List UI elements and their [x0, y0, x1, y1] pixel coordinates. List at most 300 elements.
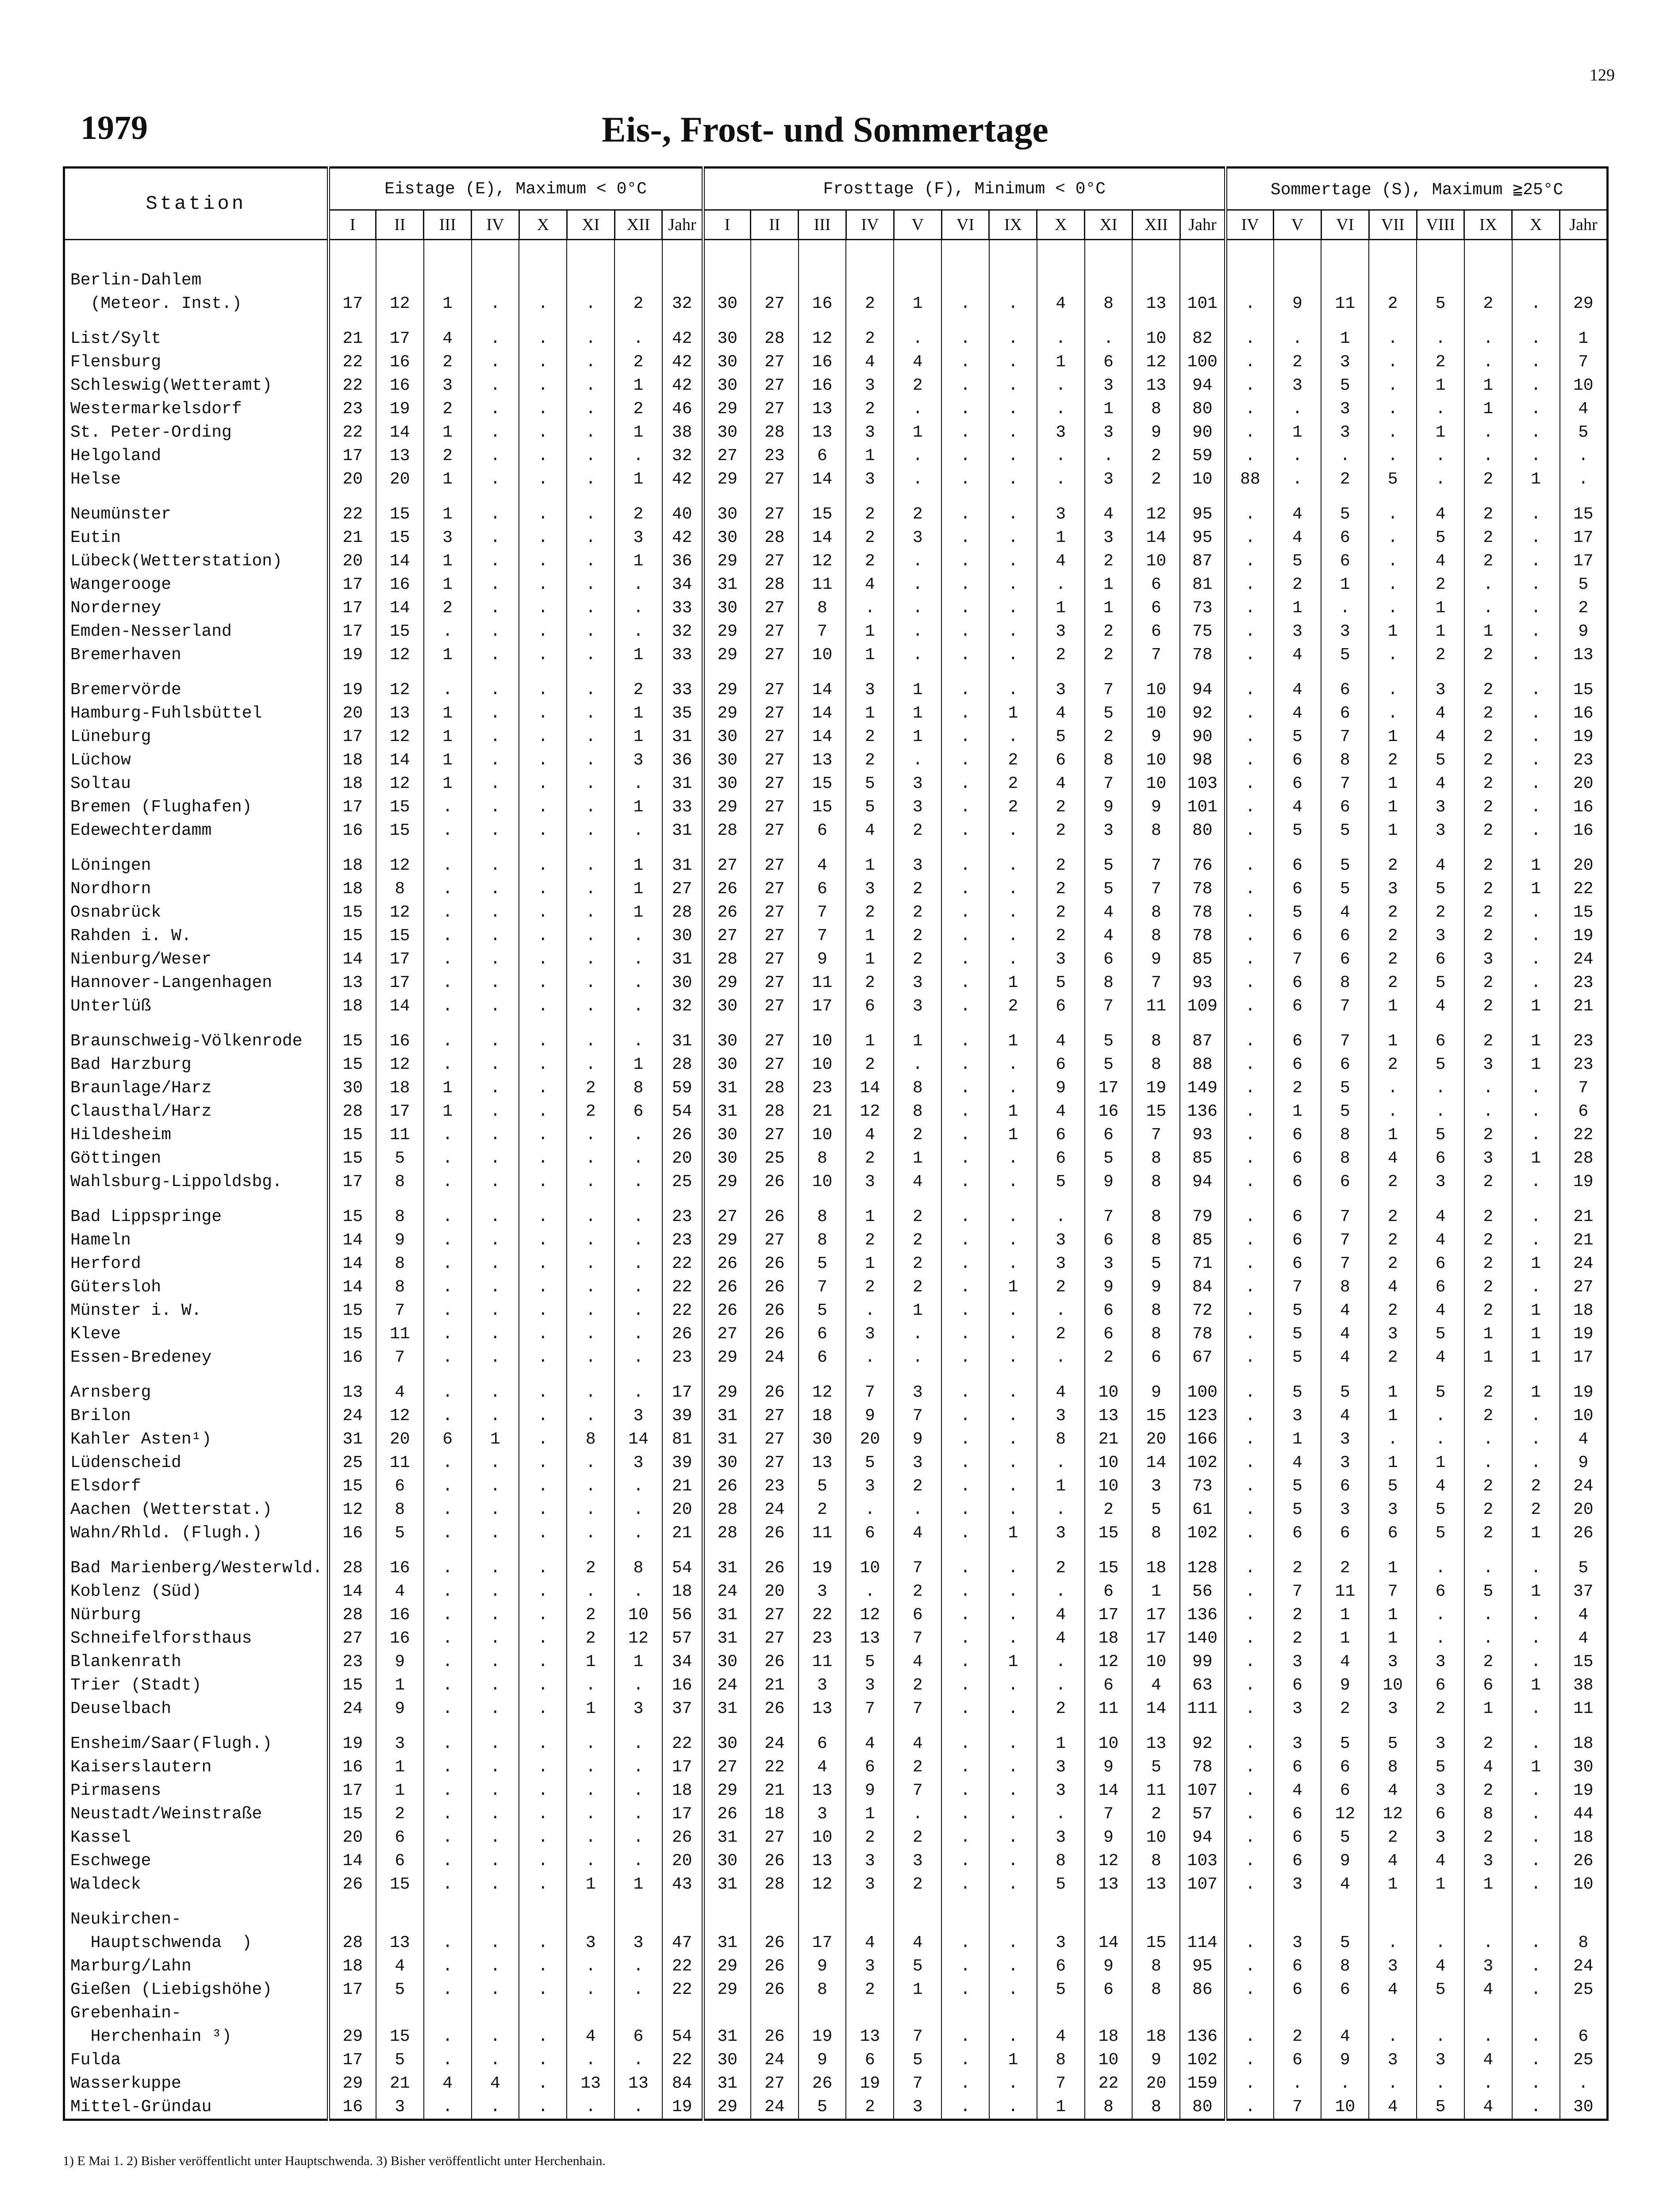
- value-cell: .: [519, 678, 567, 702]
- value-cell: .: [519, 1275, 567, 1299]
- value-cell: .: [989, 1732, 1037, 1755]
- value-cell: .: [567, 1826, 615, 1849]
- value-cell: 7: [1132, 1123, 1180, 1147]
- value-cell: 2: [1369, 1205, 1417, 1229]
- value-cell: 1: [424, 1076, 472, 1100]
- spacer-cell: [424, 1896, 472, 1908]
- value-cell: [328, 269, 376, 292]
- value-cell: 29: [703, 549, 751, 573]
- table-row: [64, 1627, 1608, 1650]
- value-cell: 32: [662, 444, 703, 468]
- value-cell: 4: [1464, 1755, 1512, 1779]
- value-cell: .: [519, 1147, 567, 1170]
- value-cell: .: [1226, 1521, 1274, 1545]
- value-cell: 2: [846, 1978, 894, 2001]
- table-row: [64, 772, 1608, 795]
- value-cell: 5: [1321, 1100, 1369, 1123]
- value-cell: 26: [703, 1475, 751, 1498]
- value-cell: 17: [662, 1381, 703, 1404]
- value-cell: 30: [1560, 2095, 1608, 2120]
- value-cell: [567, 269, 615, 292]
- value-cell: 1: [989, 702, 1037, 725]
- value-cell: .: [989, 503, 1037, 526]
- value-cell: 6: [1560, 2025, 1608, 2048]
- spacer-cell: [751, 667, 799, 678]
- value-cell: .: [941, 374, 989, 397]
- value-cell: 3: [846, 1322, 894, 1346]
- value-cell: 1: [615, 725, 662, 749]
- frost-month-header: IX: [989, 210, 1037, 240]
- spacer-cell: [519, 315, 567, 327]
- value-cell: .: [472, 1556, 519, 1580]
- station-name: Nordhorn: [64, 877, 329, 901]
- value-cell: [846, 269, 894, 292]
- value-cell: .: [1560, 444, 1608, 468]
- value-cell: .: [989, 901, 1037, 924]
- value-cell: 6: [1417, 1580, 1464, 1603]
- table-row: [64, 1556, 1608, 1580]
- value-cell: [1226, 2001, 1274, 2025]
- value-cell: 1: [472, 1428, 519, 1451]
- value-cell: .: [989, 374, 1037, 397]
- value-cell: 8: [1037, 1428, 1085, 1451]
- table-row: [64, 1346, 1608, 1369]
- value-cell: .: [472, 2025, 519, 2048]
- value-cell: .: [519, 725, 567, 749]
- spacer-cell: [799, 240, 846, 269]
- value-cell: 6: [424, 1428, 472, 1451]
- value-cell: [1132, 2001, 1180, 2025]
- spacer-cell: [1417, 1369, 1464, 1381]
- value-cell: .: [1226, 1873, 1274, 1896]
- spacer-row: [64, 1545, 1608, 1556]
- value-cell: 1: [424, 725, 472, 749]
- value-cell: 14: [328, 948, 376, 971]
- value-cell: 6: [1417, 1252, 1464, 1275]
- value-cell: .: [941, 503, 989, 526]
- value-cell: 8: [1037, 2048, 1085, 2072]
- value-cell: 6: [1274, 2048, 1321, 2072]
- value-cell: 16: [1085, 1100, 1133, 1123]
- value-cell: 30: [703, 1123, 751, 1147]
- spacer-cell: [846, 240, 894, 269]
- value-cell: 27: [751, 725, 799, 749]
- value-cell: 4: [846, 819, 894, 842]
- value-cell: 3: [1417, 1650, 1464, 1674]
- value-cell: .: [1512, 1955, 1560, 1978]
- value-cell: 4: [1560, 1627, 1608, 1650]
- value-cell: .: [472, 503, 519, 526]
- value-cell: .: [424, 901, 472, 924]
- value-cell: [1085, 1908, 1133, 1931]
- spacer-cell: [1560, 1896, 1608, 1908]
- value-cell: 6: [1037, 1123, 1085, 1147]
- value-cell: 4: [1274, 1779, 1321, 1802]
- spacer-cell: [328, 1720, 376, 1732]
- value-cell: 26: [662, 1826, 703, 1849]
- spacer-cell: [662, 315, 703, 327]
- value-cell: 1: [1512, 877, 1560, 901]
- value-cell: [703, 2001, 751, 2025]
- table-row: [64, 971, 1608, 995]
- value-cell: .: [846, 1346, 894, 1369]
- value-cell: .: [567, 1147, 615, 1170]
- spacer-cell: [376, 1720, 424, 1732]
- value-cell: 2: [567, 1556, 615, 1580]
- station-name: Waldeck: [64, 1873, 329, 1896]
- value-cell: .: [1369, 526, 1417, 549]
- value-cell: .: [1512, 1404, 1560, 1428]
- station-name: Gießen (Liebigshöhe): [64, 1978, 329, 2001]
- value-cell: 7: [894, 2025, 941, 2048]
- value-cell: 6: [1274, 877, 1321, 901]
- value-cell: [1560, 1908, 1608, 1931]
- value-cell: 5: [1417, 526, 1464, 549]
- value-cell: 2: [615, 678, 662, 702]
- value-cell: 9: [1085, 1275, 1133, 1299]
- value-cell: 8: [1132, 924, 1180, 948]
- value-cell: .: [1037, 1299, 1085, 1322]
- value-cell: 27: [751, 819, 799, 842]
- value-cell: 8: [1132, 1978, 1180, 2001]
- spacer-cell: [989, 315, 1037, 327]
- spacer-cell: [894, 1369, 941, 1381]
- value-cell: 1: [424, 573, 472, 596]
- value-cell: .: [615, 2048, 662, 2072]
- value-cell: 27: [751, 877, 799, 901]
- value-cell: 12: [846, 1603, 894, 1627]
- value-cell: 2: [1417, 901, 1464, 924]
- value-cell: .: [615, 1978, 662, 2001]
- value-cell: .: [567, 573, 615, 596]
- value-cell: 5: [1321, 1381, 1369, 1404]
- value-cell: 15: [328, 924, 376, 948]
- value-cell: 12: [1132, 503, 1180, 526]
- station-name: Flensburg: [64, 350, 329, 374]
- value-cell: 3: [846, 1170, 894, 1194]
- spacer-cell: [1274, 1194, 1321, 1205]
- value-cell: 42: [662, 374, 703, 397]
- value-cell: 3: [1417, 678, 1464, 702]
- value-cell: .: [1512, 1732, 1560, 1755]
- value-cell: 54: [662, 2025, 703, 2048]
- value-cell: .: [989, 1299, 1037, 1322]
- value-cell: 4: [1037, 772, 1085, 795]
- value-cell: 3: [1274, 1404, 1321, 1428]
- value-cell: 5: [1417, 1498, 1464, 1521]
- spacer-cell: [567, 1369, 615, 1381]
- value-cell: 2: [424, 596, 472, 620]
- value-cell: .: [472, 1779, 519, 1802]
- value-cell: .: [1512, 1076, 1560, 1100]
- value-cell: .: [567, 468, 615, 491]
- table-row: [64, 526, 1608, 549]
- value-cell: 9: [1085, 1955, 1133, 1978]
- value-cell: .: [941, 1674, 989, 1697]
- spacer-cell: [424, 1720, 472, 1732]
- spacer-cell: [1037, 315, 1085, 327]
- value-cell: 3: [1417, 819, 1464, 842]
- spacer-cell: [1180, 1369, 1225, 1381]
- value-cell: .: [1417, 1931, 1464, 1955]
- value-cell: 5: [894, 1955, 941, 1978]
- value-cell: 2: [989, 795, 1037, 819]
- value-cell: 10: [1085, 1381, 1133, 1404]
- value-cell: 1: [1512, 1346, 1560, 1369]
- value-cell: .: [567, 526, 615, 549]
- value-cell: 14: [328, 1580, 376, 1603]
- value-cell: 5: [1037, 725, 1085, 749]
- value-cell: 25: [662, 1170, 703, 1194]
- value-cell: .: [1512, 795, 1560, 819]
- value-cell: .: [472, 1475, 519, 1498]
- value-cell: 3: [846, 421, 894, 444]
- frosttage-header: Frosttage (F), Minimum < 0°C: [703, 168, 1226, 210]
- value-cell: 10: [799, 643, 846, 667]
- value-cell: .: [1226, 1076, 1274, 1100]
- value-cell: 1: [894, 702, 941, 725]
- value-cell: .: [567, 1475, 615, 1498]
- value-cell: 5: [846, 1650, 894, 1674]
- spacer-cell: [989, 1896, 1037, 1908]
- value-cell: 17: [376, 971, 424, 995]
- spacer-cell: [894, 842, 941, 854]
- value-cell: .: [424, 1978, 472, 2001]
- spacer-cell: [989, 667, 1037, 678]
- value-cell: 1: [424, 772, 472, 795]
- value-cell: 59: [662, 1076, 703, 1100]
- value-cell: 30: [328, 1076, 376, 1100]
- value-cell: 4: [1274, 1451, 1321, 1475]
- value-cell: 2: [846, 749, 894, 772]
- value-cell: 93: [1180, 971, 1225, 995]
- value-cell: 1: [1369, 725, 1417, 749]
- value-cell: 14: [376, 421, 424, 444]
- spacer-cell: [1321, 667, 1369, 678]
- value-cell: .: [424, 2048, 472, 2072]
- value-cell: .: [941, 1732, 989, 1755]
- value-cell: 30: [662, 924, 703, 948]
- value-cell: 2: [1464, 1275, 1512, 1299]
- value-cell: .: [941, 1100, 989, 1123]
- value-cell: .: [567, 1498, 615, 1521]
- spacer-cell: [615, 842, 662, 854]
- spacer-cell: [472, 1896, 519, 1908]
- spacer-cell: [472, 842, 519, 854]
- spacer-cell: [799, 1896, 846, 1908]
- spacer-cell: [1132, 240, 1180, 269]
- value-cell: 61: [1180, 1498, 1225, 1521]
- value-cell: 13: [1560, 643, 1608, 667]
- value-cell: 13: [1085, 1404, 1133, 1428]
- value-cell: .: [1226, 1931, 1274, 1955]
- value-cell: 63: [1180, 1674, 1225, 1697]
- value-cell: 21: [1560, 995, 1608, 1018]
- value-cell: .: [472, 1498, 519, 1521]
- value-cell: 2: [1369, 1252, 1417, 1275]
- value-cell: 13: [328, 1381, 376, 1404]
- value-cell: .: [941, 1322, 989, 1346]
- value-cell: 2: [1369, 948, 1417, 971]
- spacer-cell: [846, 315, 894, 327]
- spacer-cell: [1321, 1545, 1369, 1556]
- value-cell: 4: [424, 327, 472, 350]
- value-cell: .: [989, 292, 1037, 315]
- value-cell: [941, 2001, 989, 2025]
- value-cell: [1132, 269, 1180, 292]
- value-cell: 2: [1274, 1603, 1321, 1627]
- value-cell: 2: [1369, 1170, 1417, 1194]
- eis-month-header: X: [519, 210, 567, 240]
- table-row: [64, 503, 1608, 526]
- value-cell: 6: [846, 1755, 894, 1779]
- value-cell: 4: [894, 1170, 941, 1194]
- value-cell: 4: [1321, 1404, 1369, 1428]
- value-cell: 2: [1464, 749, 1512, 772]
- value-cell: .: [941, 350, 989, 374]
- frost-month-header: VI: [941, 210, 989, 240]
- value-cell: [751, 2001, 799, 2025]
- value-cell: .: [472, 1873, 519, 1896]
- value-cell: [662, 1908, 703, 1931]
- value-cell: 24: [751, 1732, 799, 1755]
- spacer-cell: [799, 1018, 846, 1029]
- value-cell: .: [567, 1229, 615, 1252]
- value-cell: .: [472, 1053, 519, 1076]
- value-cell: 3: [1321, 1428, 1369, 1451]
- value-cell: 2: [1464, 1252, 1512, 1275]
- value-cell: .: [519, 421, 567, 444]
- value-cell: 6: [1321, 1779, 1369, 1802]
- station-name: Bremervörde: [64, 678, 329, 702]
- value-cell: 1: [989, 1275, 1037, 1299]
- value-cell: 3: [1321, 1451, 1369, 1475]
- value-cell: .: [941, 819, 989, 842]
- value-cell: 1: [989, 1100, 1037, 1123]
- value-cell: 12: [376, 1404, 424, 1428]
- value-cell: 24: [703, 1674, 751, 1697]
- value-cell: .: [941, 948, 989, 971]
- value-cell: 7: [1085, 772, 1133, 795]
- value-cell: 27: [751, 1404, 799, 1428]
- value-cell: .: [615, 1521, 662, 1545]
- value-cell: .: [1512, 2048, 1560, 2072]
- value-cell: .: [1226, 2025, 1274, 2048]
- value-cell: .: [1037, 573, 1085, 596]
- value-cell: 17: [328, 1978, 376, 2001]
- value-cell: .: [567, 1170, 615, 1194]
- value-cell: 30: [703, 292, 751, 315]
- value-cell: 5: [1464, 1580, 1512, 1603]
- table-row: [64, 468, 1608, 491]
- value-cell: .: [1512, 971, 1560, 995]
- value-cell: 99: [1180, 1650, 1225, 1674]
- station-name: Aachen (Wetterstat.): [64, 1498, 329, 1521]
- spacer-cell: [1560, 491, 1608, 503]
- spacer-cell: [1180, 1545, 1225, 1556]
- value-cell: .: [1226, 1404, 1274, 1428]
- spacer-row: [64, 1369, 1608, 1381]
- value-cell: .: [615, 1147, 662, 1170]
- value-cell: 6: [1274, 1674, 1321, 1697]
- value-cell: .: [567, 620, 615, 643]
- spacer-cell: [662, 1896, 703, 1908]
- value-cell: 15: [376, 2025, 424, 2048]
- value-cell: .: [567, 327, 615, 350]
- value-cell: .: [424, 1697, 472, 1720]
- value-cell: 11: [1085, 1697, 1133, 1720]
- value-cell: 4: [1417, 772, 1464, 795]
- value-cell: .: [1369, 678, 1417, 702]
- value-cell: 5: [1321, 819, 1369, 842]
- value-cell: 18: [328, 877, 376, 901]
- value-cell: 54: [662, 1100, 703, 1123]
- value-cell: 4: [846, 1123, 894, 1147]
- value-cell: .: [1037, 1802, 1085, 1826]
- sommer-month-header: X: [1512, 210, 1560, 240]
- value-cell: .: [1226, 948, 1274, 971]
- value-cell: 22: [662, 1732, 703, 1755]
- spacer-cell: [1085, 315, 1133, 327]
- value-cell: 1: [989, 971, 1037, 995]
- value-cell: 5: [1037, 971, 1085, 995]
- value-cell: .: [989, 1428, 1037, 1451]
- value-cell: 29: [703, 1381, 751, 1404]
- value-cell: .: [1226, 350, 1274, 374]
- value-cell: .: [989, 1229, 1037, 1252]
- value-cell: 1: [1321, 573, 1369, 596]
- value-cell: 5: [1321, 1732, 1369, 1755]
- value-cell: 1: [1417, 1873, 1464, 1896]
- value-cell: 5: [799, 1475, 846, 1498]
- value-cell: .: [1512, 1802, 1560, 1826]
- value-cell: .: [615, 1299, 662, 1322]
- value-cell: .: [519, 1978, 567, 2001]
- value-cell: 5: [1369, 1732, 1417, 1755]
- value-cell: 1: [1464, 1346, 1512, 1369]
- value-cell: 6: [1085, 1299, 1133, 1322]
- table-row: [64, 1170, 1608, 1194]
- value-cell: 27: [751, 292, 799, 315]
- value-cell: 2: [567, 1627, 615, 1650]
- value-cell: .: [989, 1955, 1037, 1978]
- value-cell: 5: [1417, 1053, 1464, 1076]
- value-cell: 27: [751, 620, 799, 643]
- value-cell: .: [1369, 549, 1417, 573]
- value-cell: 26: [751, 1322, 799, 1346]
- value-cell: .: [1512, 1931, 1560, 1955]
- value-cell: .: [567, 643, 615, 667]
- value-cell: [1321, 269, 1369, 292]
- value-cell: 31: [703, 1404, 751, 1428]
- spacer-cell: [64, 240, 329, 269]
- value-cell: 1: [1037, 596, 1085, 620]
- value-cell: .: [1464, 1451, 1512, 1475]
- value-cell: 4: [1037, 1029, 1085, 1053]
- value-cell: [941, 1908, 989, 1931]
- value-cell: 1: [424, 1100, 472, 1123]
- value-cell: [567, 1908, 615, 1931]
- spacer-cell: [751, 1545, 799, 1556]
- value-cell: .: [519, 620, 567, 643]
- value-cell: 5: [1321, 1931, 1369, 1955]
- value-cell: 1: [894, 421, 941, 444]
- value-cell: 8: [1132, 397, 1180, 421]
- spacer-cell: [1560, 315, 1608, 327]
- value-cell: 36: [662, 549, 703, 573]
- value-cell: .: [567, 702, 615, 725]
- value-cell: 3: [424, 526, 472, 549]
